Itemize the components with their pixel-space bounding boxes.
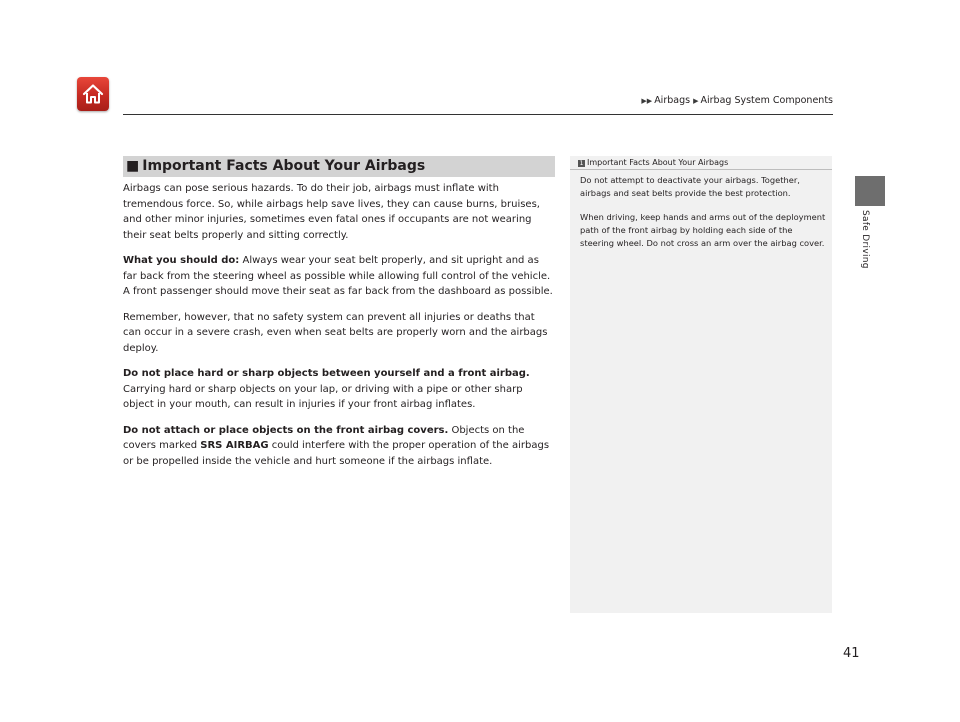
emphasis-text: Do not place hard or sharp objects between yourself and a front airbag. — [123, 368, 530, 379]
section-heading-text: Important Facts About Your Airbags — [142, 158, 426, 174]
note-paragraph: Do not attempt to deactivate your airbags. Together, airbags and seat belts provide the best protection. — [580, 175, 800, 198]
section-tab[interactable] — [855, 176, 885, 206]
arrow-right-icon: ▶ — [693, 97, 699, 105]
header-divider — [123, 114, 833, 115]
breadcrumb-link-airbags[interactable]: Airbags — [654, 95, 691, 106]
emphasis-text: SRS AIRBAG — [200, 440, 269, 451]
paragraph-text: Always wear your seat belt properly, and sit upright and as far back from the steering wheel as possible while allowing full control of the vehicle. A front passenger should move their seat as far back from the dashboard as possible. — [123, 255, 553, 297]
note-body — [580, 174, 826, 261]
paragraph — [123, 423, 555, 470]
paragraph-text: Remember, however, that no safety system can prevent all injuries or deaths that can occur in a severe crash, even when seat belts are properly worn and the airbags deploy. — [123, 311, 548, 354]
emphasis-text: Do not attach or place objects on the front airbag covers. — [123, 424, 449, 436]
home-button[interactable] — [77, 77, 109, 111]
paragraph-text: could interfere with the proper operation of the airbags or be propelled inside the vehicle and hurt someone if the airbags inflate. — [123, 440, 550, 467]
note-title — [578, 158, 728, 167]
paragraph-text: Airbags can pose serious hazards. To do their job, airbags must inflate with tremendous force. So, while airbags help save lives, they can cause burns, bruises, and other minor injuries, sometimes even fatal ones if occupants are not wearing their seat belts properly and sitting correctly. — [123, 183, 540, 241]
section-tab-label: Safe Driving — [860, 210, 870, 269]
emphasis-text: What you should do: — [123, 255, 240, 266]
breadcrumb-link-components[interactable]: Airbag System Components — [700, 95, 833, 106]
sidebar-note — [570, 156, 832, 613]
section-heading — [123, 156, 555, 177]
paragraph — [123, 253, 555, 300]
page-number: 41 — [843, 646, 860, 661]
home-icon — [82, 83, 104, 105]
paragraph — [123, 181, 555, 243]
breadcrumb — [641, 95, 833, 106]
square-bullet-icon: ■ — [126, 158, 140, 174]
note-divider — [570, 169, 832, 170]
paragraph-text: Objects on the covers marked — [123, 424, 525, 451]
main-content — [123, 181, 555, 479]
paragraph — [123, 310, 555, 357]
paragraph-text: Carrying hard or sharp objects on your lap, or driving with a pipe or other sharp object in your mouth, can result in injuries if your front airbag inflates. — [123, 383, 523, 410]
arrow-right-icon: ▶▶ — [641, 97, 653, 105]
paragraph — [123, 366, 555, 413]
note-title-text: Important Facts About Your Airbags — [587, 158, 729, 167]
note-paragraph: When driving, keep hands and arms out of the deployment path of the front airbag by holding each side of the steering wheel. Do not cross an arm over the airbag cover. — [580, 212, 826, 248]
reference-icon: 1 — [579, 160, 584, 167]
